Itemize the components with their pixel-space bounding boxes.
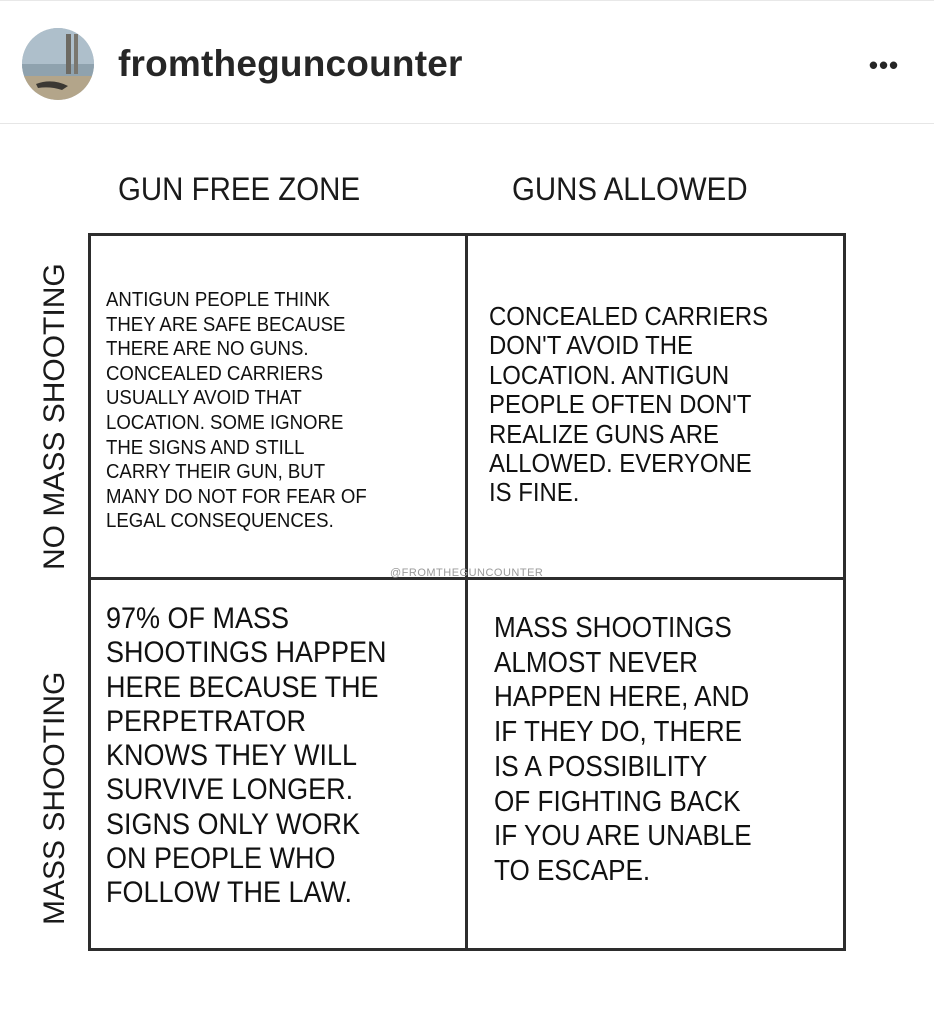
cell-line: ON PEOPLE WHO xyxy=(106,842,336,876)
cell-line: HAPPEN HERE, AND xyxy=(494,681,750,714)
cell-guns-allowed-mass-shooting xyxy=(494,611,752,889)
avatar-image xyxy=(22,28,94,100)
cell-line: LOCATION. ANTIGUN xyxy=(489,359,730,390)
cell-line: 97% OF MASS xyxy=(106,602,290,635)
cell-line: LOCATION. SOME IGNORE xyxy=(106,411,344,434)
cell-line: THERE ARE NO GUNS. xyxy=(106,338,309,361)
cell-line: ALLOWED. EVERYONE xyxy=(489,448,752,479)
cell-line: KNOWS THEY WILL xyxy=(106,739,358,773)
cell-line: THEY ARE SAFE BECAUSE xyxy=(106,313,346,336)
cell-gun-free-no-shooting xyxy=(106,288,367,534)
cell-line: IS FINE. xyxy=(489,477,580,508)
cell-line: CARRY THEIR GUN, BUT xyxy=(106,461,326,484)
cell-line: ALMOST NEVER xyxy=(494,646,699,679)
cell-line: MASS SHOOTINGS xyxy=(494,612,732,644)
more-options-icon[interactable]: ••• xyxy=(868,50,900,80)
post-header xyxy=(0,1,934,124)
cell-line: MANY DO NOT FOR FEAR OF xyxy=(106,485,367,508)
watermark: @FROMTHEGUNCOUNTER xyxy=(390,567,544,579)
cell-line: IF THEY DO, THERE xyxy=(494,716,743,749)
row-header-mass-shooting: MASS SHOOTING xyxy=(38,671,71,925)
column-header-gun-free-zone: GUN FREE ZONE xyxy=(118,171,361,207)
row-header-no-mass-shooting: NO MASS SHOOTING xyxy=(38,263,71,570)
cell-line: PEOPLE OFTEN DON'T xyxy=(489,389,752,420)
cell-line: PERPETRATOR xyxy=(106,704,307,738)
cell-line: CONCEALED CARRIERS xyxy=(489,301,769,331)
cell-line: USUALLY AVOID THAT xyxy=(106,387,302,410)
cell-line: SURVIVE LONGER. xyxy=(106,773,354,807)
cell-line: THE SIGNS AND STILL xyxy=(106,436,305,459)
cell-line: HERE BECAUSE THE xyxy=(106,670,379,704)
grid-vertical-divider xyxy=(465,233,468,951)
cell-line: REALIZE GUNS ARE xyxy=(489,418,719,449)
cell-line: OF FIGHTING BACK xyxy=(494,785,741,818)
cell-line: FOLLOW THE LAW. xyxy=(106,876,353,910)
cell-gun-free-mass-shooting xyxy=(106,602,387,911)
cell-line: SHOOTINGS HAPPEN xyxy=(106,636,387,670)
profile-avatar[interactable] xyxy=(22,28,94,100)
cell-line: LEGAL CONSEQUENCES. xyxy=(106,510,334,533)
cell-line: IS A POSSIBILITY xyxy=(494,750,708,783)
cell-line: TO ESCAPE. xyxy=(494,854,651,887)
cell-line: CONCEALED CARRIERS xyxy=(106,362,324,385)
post-username[interactable]: fromtheguncounter xyxy=(118,43,463,84)
cell-guns-allowed-no-shooting xyxy=(489,302,768,508)
cell-line: DON'T AVOID THE xyxy=(489,330,693,361)
cell-line: SIGNS ONLY WORK xyxy=(106,807,361,841)
cell-line: IF YOU ARE UNABLE xyxy=(494,820,752,853)
column-header-guns-allowed: GUNS ALLOWED xyxy=(512,171,748,207)
meme-image xyxy=(0,125,934,1024)
cell-line: ANTIGUN PEOPLE THINK xyxy=(106,289,330,311)
